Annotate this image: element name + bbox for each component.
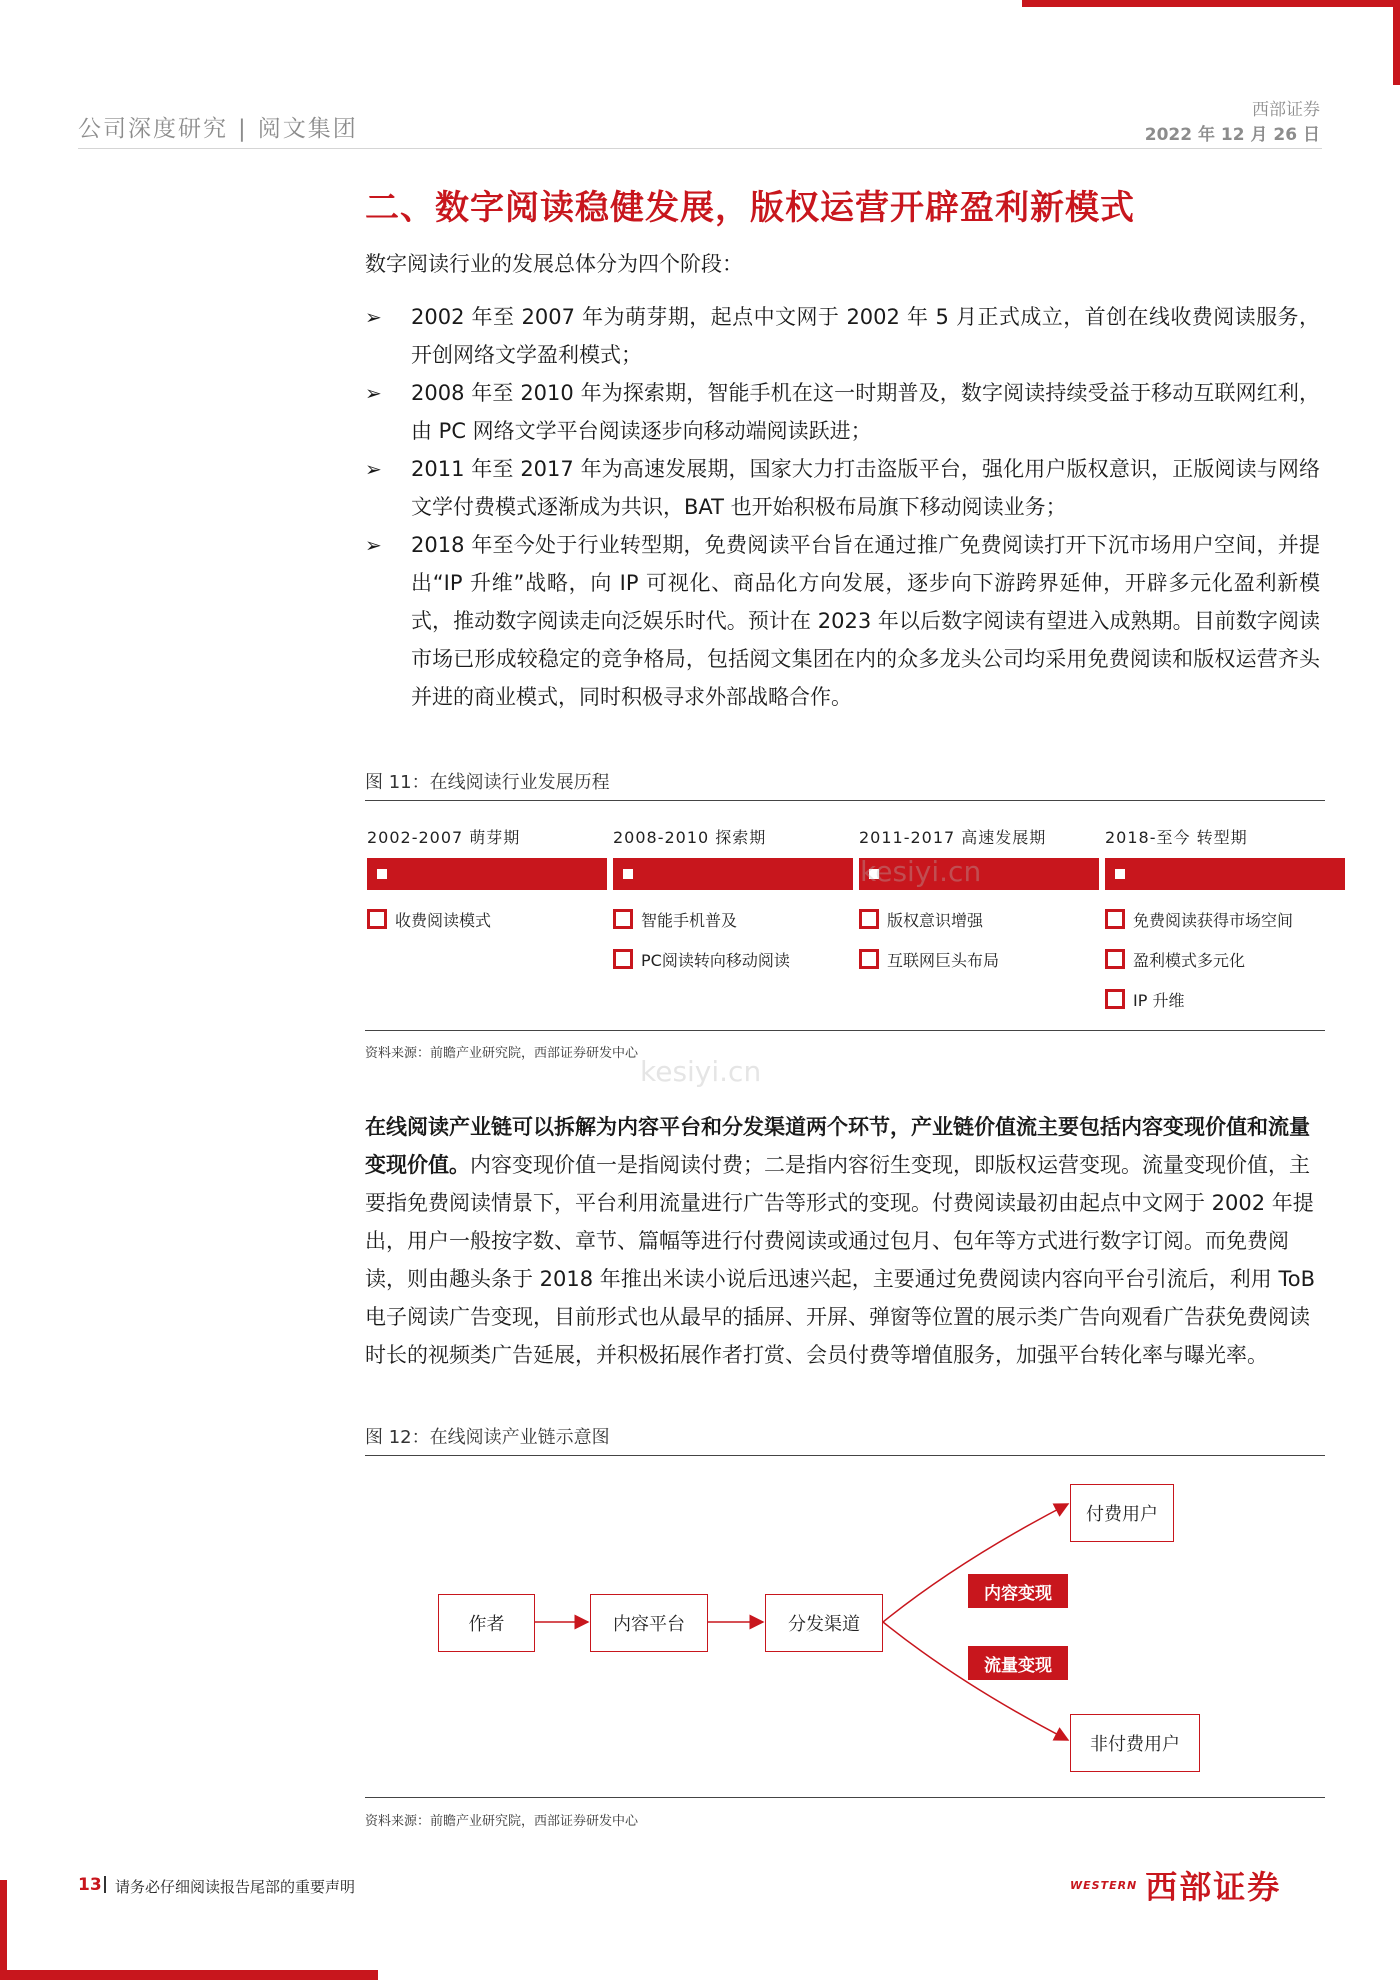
footer-separator xyxy=(104,1876,106,1893)
bar-square-icon xyxy=(377,869,387,879)
report-header xyxy=(78,110,358,143)
arrow-bullet-icon: ➢ xyxy=(365,533,382,557)
stage-item xyxy=(1105,988,1345,1010)
report-type: 公司深度研究 xyxy=(78,116,228,142)
header-brand: 西部证券 xyxy=(1252,100,1320,120)
figure-12-source: 资料来源：前瞻产业研究院，西部证券研发中心 xyxy=(365,1814,639,1829)
stage-label: 2002-2007 萌芽期 xyxy=(367,828,521,847)
checkbox-icon xyxy=(859,949,879,969)
figure-12-title: 图 12：在线阅读产业链示意图 xyxy=(365,1427,610,1448)
stage-item-text: 版权意识增强 xyxy=(887,911,984,930)
stage-bar xyxy=(1105,858,1345,890)
stage-label: 2008-2010 探索期 xyxy=(613,828,767,847)
corner-frame-bottom xyxy=(0,1970,378,1980)
page-number: 13 xyxy=(78,1875,102,1895)
section-title: 二、数字阅读稳健发展，版权运营开辟盈利新模式 xyxy=(365,188,1135,228)
disclaimer-notice: 请务必仔细阅读报告尾部的重要声明 xyxy=(115,1878,356,1896)
stage-item xyxy=(613,908,853,930)
checkbox-icon xyxy=(367,909,387,929)
header-separator: | xyxy=(238,116,248,142)
tag-traffic-monetization: 流量变现 xyxy=(968,1646,1068,1680)
watermark: kesiyi.cn xyxy=(640,1055,762,1088)
stage-item xyxy=(859,948,1099,970)
arrow-bullet-icon: ➢ xyxy=(365,305,382,329)
figure-11-source: 资料来源：前瞻产业研究院，西部证券研发中心 xyxy=(365,1046,639,1061)
checkbox-icon xyxy=(1105,909,1125,929)
stage-bar xyxy=(613,858,853,890)
stage-item-text: 互联网巨头布局 xyxy=(887,951,1000,970)
paragraph-body: 内容变现价值一是指阅读付费；二是指内容衍生变现，即版权运营变现。流量变现价值，主要指免费阅读情景下，平台利用流量进行广告等形式的变现。付费阅读最初由起点中文网于 2002 年提出，用户一般按字数、章节、篇幅等进行付费阅读或通过包月、包年等方式进行数字订阅。而免费阅读，则由趣头条于 2018 年推出米读小说后迅速兴起，主要通过免费阅读内容向平台引流后，利用 ToB 电子阅读广告变现，目前形式也从最早的插屏、开屏、弹窗等位置的展示类广告向观看广告获免费阅读时长的视频类广告延展，并积极拓展作者打赏、会员付费等增值服务，加强平台转化率与曝光率。 xyxy=(365,1153,1315,1367)
logo-chinese: 西部证券 xyxy=(1145,1868,1282,1906)
logo-english: WESTERN xyxy=(1070,1878,1138,1892)
stage-item xyxy=(859,908,1099,930)
stage-item xyxy=(367,908,607,930)
western-securities-logo xyxy=(1070,1862,1281,1908)
list-item xyxy=(365,526,1320,716)
stage-item-text: 收费阅读模式 xyxy=(395,911,492,930)
checkbox-icon xyxy=(859,909,879,929)
timeline-stage-4 xyxy=(1105,825,1345,1010)
arrow-bullet-icon: ➢ xyxy=(365,381,382,405)
figure-12-top-rule xyxy=(365,1455,1325,1456)
checkbox-icon xyxy=(1105,989,1125,1009)
checkbox-icon xyxy=(613,949,633,969)
list-item-text: 2008 年至 2010 年为探索期，智能手机在这一时期普及，数字阅读持续受益于移动互联网红利，由 PC 网络文学平台阅读逐步向移动端阅读跃进； xyxy=(411,381,1320,443)
tag-content-monetization: 内容变现 xyxy=(968,1574,1068,1608)
stage-item-text: PC阅读转向移动阅读 xyxy=(641,951,790,970)
stage-list xyxy=(365,298,1320,716)
arrow-channel-free xyxy=(883,1622,1068,1740)
figure-11-title: 图 11：在线阅读行业发展历程 xyxy=(365,772,610,793)
intro-paragraph: 数字阅读行业的发展总体分为四个阶段： xyxy=(365,252,743,276)
stage-item-text: 盈利模式多元化 xyxy=(1133,951,1246,970)
company-name: 阅文集团 xyxy=(257,116,358,142)
list-item-text: 2002 年至 2007 年为萌芽期，起点中文网于 2002 年 5 月正式成立，首创在线收费阅读服务，开创网络文学盈利模式； xyxy=(411,305,1320,367)
value-chain-paragraph xyxy=(365,1108,1320,1374)
stage-label: 2011-2017 高速发展期 xyxy=(859,828,1047,847)
node-free-users: 非付费用户 xyxy=(1070,1714,1200,1772)
stage-item-text: 智能手机普及 xyxy=(641,911,738,930)
figure-11-top-rule xyxy=(365,800,1325,801)
timeline-stage-1 xyxy=(367,825,607,930)
timeline-stage-2 xyxy=(613,825,853,970)
node-paid-users: 付费用户 xyxy=(1070,1484,1174,1542)
corner-frame-right xyxy=(1393,0,1400,85)
stage-label: 2018-至今 转型期 xyxy=(1105,828,1248,847)
node-author: 作者 xyxy=(438,1594,535,1652)
checkbox-icon xyxy=(613,909,633,929)
list-item xyxy=(365,298,1320,374)
figure-11-bottom-rule xyxy=(365,1030,1325,1031)
checkbox-icon xyxy=(1105,949,1125,969)
timeline-stage-3 xyxy=(859,825,1099,970)
stage-item-text: IP 升维 xyxy=(1133,991,1185,1010)
stage-item xyxy=(613,948,853,970)
list-item-text: 2018 年至今处于行业转型期，免费阅读平台旨在通过推广免费阅读打开下沉市场用户空间，并提出“IP 升维”战略，向 IP 可视化、商品化方向发展，逐步向下游跨界延伸，开辟多元化盈利新模式，推动数字阅读走向泛娱乐时代。预计在 2023 年以后数字阅读有望进入成熟期。目前数字阅读市场已形成较稳定的竞争格局，包括阅文集团在内的众多龙头公司均采用免费阅读和版权运营齐头并进的商业模式，同时积极寻求外部战略合作。 xyxy=(411,533,1320,709)
corner-frame-top xyxy=(1022,0,1400,7)
list-item xyxy=(365,450,1320,526)
node-content-platform: 内容平台 xyxy=(590,1594,708,1652)
list-item xyxy=(365,374,1320,450)
bar-square-icon xyxy=(623,869,633,879)
figure-12-bottom-rule xyxy=(365,1797,1325,1798)
corner-frame-left xyxy=(0,1880,7,1980)
stage-bar xyxy=(367,858,607,890)
bar-square-icon xyxy=(1115,869,1125,879)
paragraph-lead: 在线阅读产业链可以拆解为内容平台和分发渠道两个环节，产业链价值流主要包括内容变现价值和流量变现价值。 xyxy=(365,1115,1310,1177)
stage-item-text: 免费阅读获得市场空间 xyxy=(1133,911,1294,930)
stage-item xyxy=(1105,948,1345,970)
node-distribution-channel: 分发渠道 xyxy=(765,1594,883,1652)
list-item-text: 2011 年至 2017 年为高速发展期，国家大力打击盗版平台，强化用户版权意识，正版阅读与网络文学付费模式逐渐成为共识，BAT 也开始积极布局旗下移动阅读业务； xyxy=(411,457,1320,519)
report-date: 2022 年 12 月 26 日 xyxy=(1144,125,1320,145)
arrow-bullet-icon: ➢ xyxy=(365,457,382,481)
watermark: kesiyi.cn xyxy=(860,855,982,888)
stage-item xyxy=(1105,908,1345,930)
header-divider xyxy=(78,148,1322,149)
